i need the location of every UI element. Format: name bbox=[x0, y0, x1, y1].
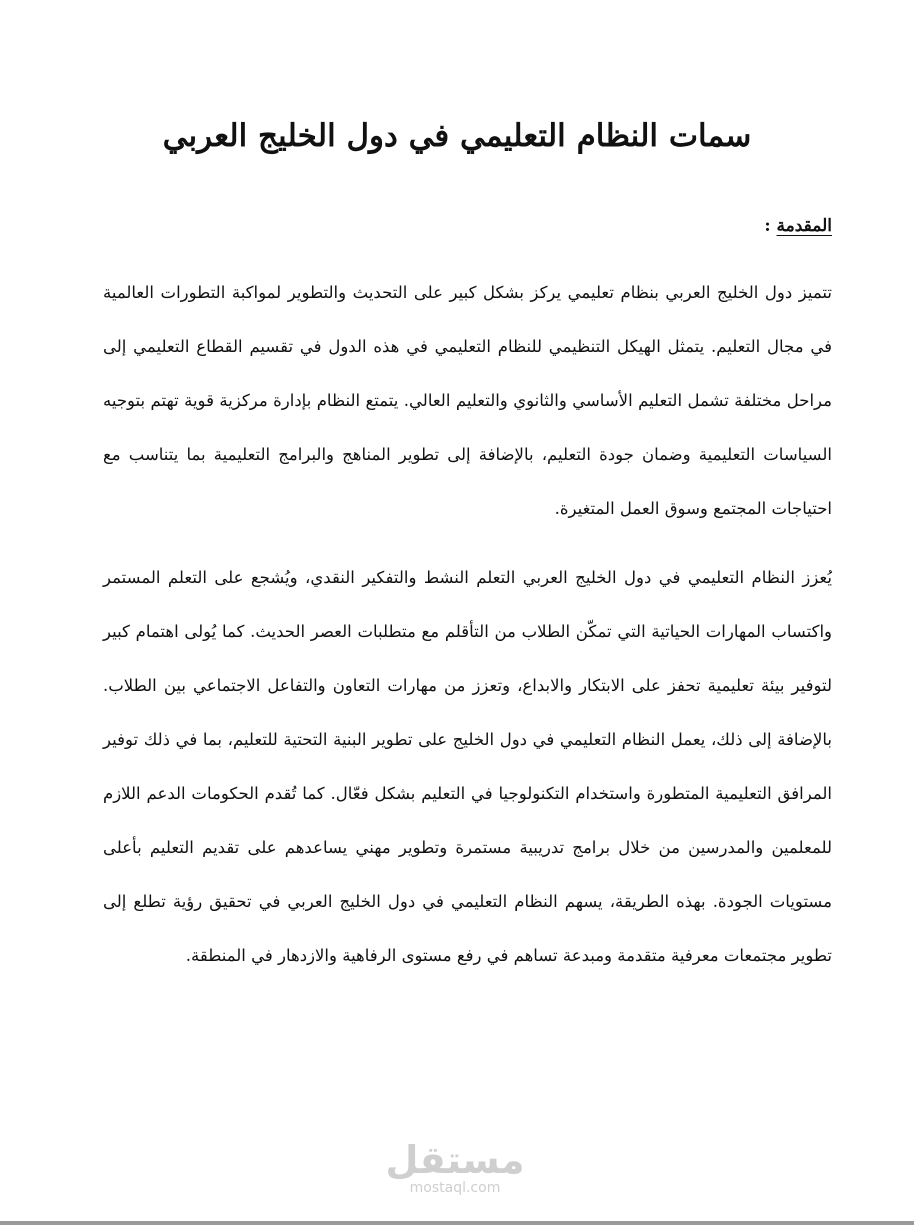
section-heading-text: المقدمة bbox=[776, 216, 832, 236]
paragraph-intro: تتميز دول الخليج العربي بنظام تعليمي يركز بشكل كبير على التحديث والتطوير لمواكبة التطورات العالمية في مجال التعليم. يتمثل الهيكل التنظيمي للنظام التعليمي في هذه الدول في تقسيم القطاع التعليمي إلى مراحل مختلفة تشمل التعليم الأساسي والثانوي والتعليم العالي. يتمتع النظام بإدارة مركزية قوية تهتم بتوجيه السياسات التعليمية وضمان جودة التعليم، بالإضافة إلى تطوير المناهج والبرامج التعليمية بما يتناسب مع احتياجات المجتمع وسوق العمل المتغيرة. bbox=[103, 283, 832, 518]
document-title: سمات النظام التعليمي في دول الخليج العربي bbox=[162, 118, 752, 154]
watermark-logo: مستقل bbox=[385, 1138, 525, 1182]
watermark-domain: mostaql.com bbox=[409, 1180, 501, 1196]
page-bottom-edge bbox=[0, 1221, 914, 1225]
paragraph-features: يُعزز النظام التعليمي في دول الخليج العربي التعلم النشط والتفكير النقدي، ويُشجع على التعلم المستمر واكتساب المهارات الحياتية التي تمكّن الطلاب من التأقلم مع متطلبات العصر الحديث. كما يُولى اهتمام كبير لتوفير بيئة تعليمية تحفز على الابتكار والابداع، وتعزز من مهارات التعاون والتفاعل الاجتماعي بين الطلاب. بالإضافة إلى ذلك، يعمل النظام التعليمي في دول الخليج على تطوير البنية التحتية للتعليم، بما في ذلك توفير المرافق التعليمية المتطورة واستخدام التكنولوجيا في التعليم بشكل فعّال. كما تُقدم الحكومات الدعم اللازم للمعلمين والمدرسين من خلال برامج تدريبية مستمرة وتطوير مهني يساعدهم على تقديم التعليم بأعلى مستويات الجودة. بهذه الطريقة، يسهم النظام التعليمي في دول الخليج العربي في تحقيق رؤية تطلع إلى تطوير مجتمعات معرفية متقدمة ومبدعة تساهم في رفع مستوى الرفاهية والازدهار في المنطقة. bbox=[103, 568, 832, 965]
section-heading-colon: : bbox=[764, 216, 777, 236]
mostaql-watermark bbox=[380, 1140, 530, 1202]
section-heading bbox=[764, 212, 832, 240]
